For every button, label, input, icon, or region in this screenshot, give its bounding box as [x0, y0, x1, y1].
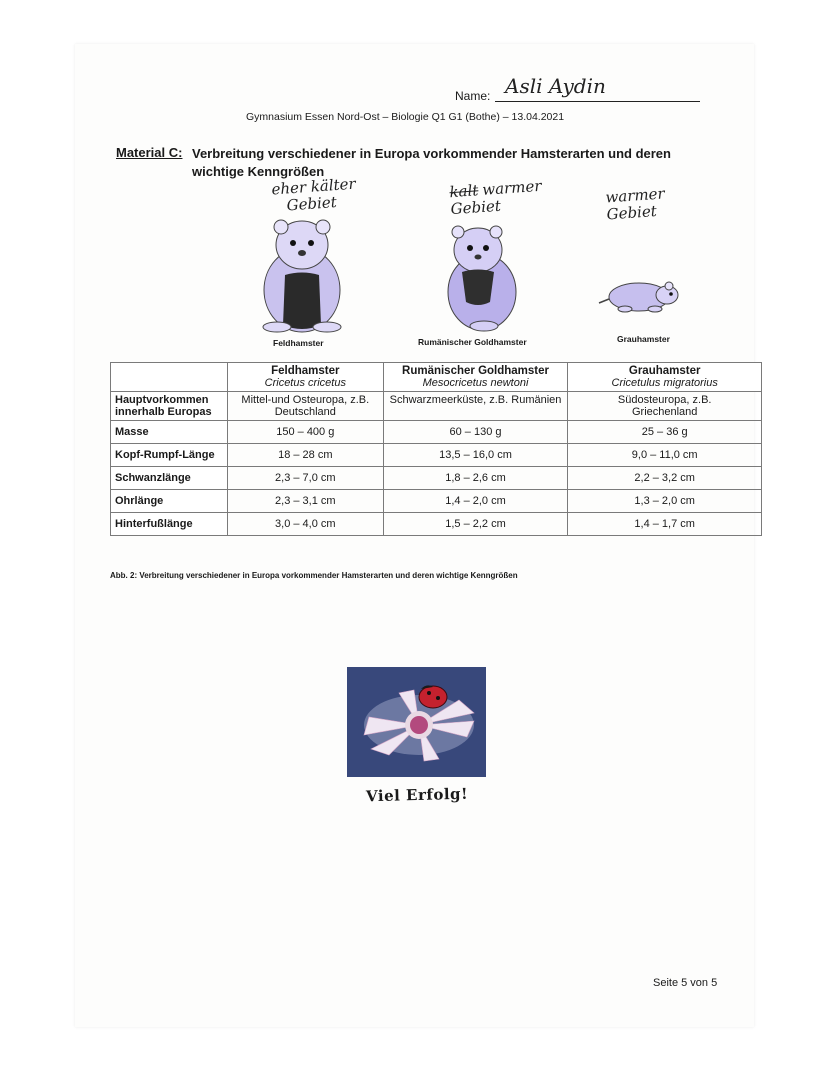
table-row	[111, 421, 762, 444]
name-label: Name:	[455, 89, 491, 103]
material-title-line1: Verbreitung verschiedener in Europa vorkommender Hamsterarten und deren	[192, 146, 671, 161]
material-title-line2: wichtige Kenngrößen	[192, 164, 325, 179]
caption-feldhamster: Feldhamster	[273, 338, 324, 348]
name-underline	[495, 101, 700, 102]
note-line: Gebiet	[450, 196, 502, 219]
table-cell: 9,0 – 11,0 cm	[568, 444, 762, 467]
note-line: warmer	[604, 184, 666, 207]
note-line: Gebiet	[286, 193, 338, 215]
table-cell: 150 – 400 g	[227, 421, 383, 444]
handwritten-note-grauhamster	[605, 183, 707, 224]
table-cell	[383, 392, 568, 421]
handwritten-note-feldhamster	[271, 175, 373, 216]
good-luck-message: Viel Erfolg!	[365, 784, 469, 806]
column-header-goldhamster	[383, 363, 568, 392]
table-cell: 1,5 – 2,2 cm	[383, 513, 568, 536]
column-name: Rumänischer Goldhamster	[402, 365, 549, 377]
ladybug-flower-photo	[347, 667, 486, 777]
cell-line: Südosteuropa, z.B.	[617, 394, 712, 406]
column-sci-name: Cricetulus migratorius	[611, 377, 718, 389]
feldhamster-illustration	[255, 215, 350, 335]
table-cell: 1,4 – 1,7 cm	[568, 513, 762, 536]
goldhamster-illustration	[440, 222, 520, 332]
note-line: eher kälter	[270, 174, 357, 199]
row-label: Kopf-Rumpf-Länge	[111, 444, 228, 467]
table-cell: 18 – 28 cm	[227, 444, 383, 467]
row-label-line: innerhalb Europas	[115, 406, 212, 418]
table-cell	[568, 392, 762, 421]
caption-grauhamster: Grauhamster	[617, 334, 670, 344]
page-number: Seite 5 von 5	[653, 977, 718, 989]
table-cell: 1,3 – 2,0 cm	[568, 490, 762, 513]
table-cell: 60 – 130 g	[383, 421, 568, 444]
material-title	[192, 145, 712, 181]
column-sci-name: Mesocricetus newtoni	[422, 377, 529, 389]
table-row	[111, 490, 762, 513]
cell-line: Griechenland	[631, 406, 698, 418]
row-label-line: Hauptvorkommen	[115, 394, 209, 406]
table-row	[111, 392, 762, 421]
table-cell: 2,3 – 7,0 cm	[227, 467, 383, 490]
material-label: Material C:	[116, 145, 183, 160]
hamster-data-table	[110, 362, 762, 536]
row-label: Masse	[111, 421, 228, 444]
table-cell: 2,3 – 3,1 cm	[227, 490, 383, 513]
table-cell: 13,5 – 16,0 cm	[383, 444, 568, 467]
handwritten-note-goldhamster: kalt warmer Gebiet	[448, 176, 543, 219]
cell-line: Deutschland	[274, 406, 336, 418]
column-header-feldhamster	[227, 363, 383, 392]
column-sci-name: Cricetus cricetus	[264, 377, 346, 389]
row-label: Ohrlänge	[111, 490, 228, 513]
table-corner-cell	[111, 363, 228, 392]
row-label: Schwanzlänge	[111, 467, 228, 490]
caption-goldhamster: Rumänischer Goldhamster	[418, 337, 527, 347]
table-cell: 25 – 36 g	[568, 421, 762, 444]
table-cell: 3,0 – 4,0 cm	[227, 513, 383, 536]
row-label: Hinterfußlänge	[111, 513, 228, 536]
column-name: Feldhamster	[271, 365, 340, 377]
cell-line: Mittel-und Osteuropa, z.B.	[241, 394, 370, 406]
table-row	[111, 444, 762, 467]
table-cell: 1,8 – 2,6 cm	[383, 467, 568, 490]
cell-line: Schwarzmeerküste, z.B. Rumänien	[389, 394, 562, 406]
school-line: Gymnasium Essen Nord-Ost – Biologie Q1 G1 (Bothe) – 13.04.2021	[246, 111, 565, 123]
note-line: warmer	[481, 176, 543, 199]
row-label	[111, 392, 228, 421]
table-cell: 2,2 – 3,2 cm	[568, 467, 762, 490]
table-cell	[227, 392, 383, 421]
student-signature: Asli Aydin	[505, 74, 606, 98]
column-header-grauhamster	[568, 363, 762, 392]
figure-caption: Abb. 2: Verbreitung verschiedener in Europa vorkommender Hamsterarten und deren wichtige Kenngrößen	[110, 571, 518, 580]
table-row	[111, 513, 762, 536]
grauhamster-illustration	[597, 275, 682, 315]
table-row	[111, 467, 762, 490]
table-header-row	[111, 363, 762, 392]
column-name: Grauhamster	[628, 365, 701, 377]
note-line: Gebiet	[606, 201, 658, 224]
table-cell: 1,4 – 2,0 cm	[383, 490, 568, 513]
